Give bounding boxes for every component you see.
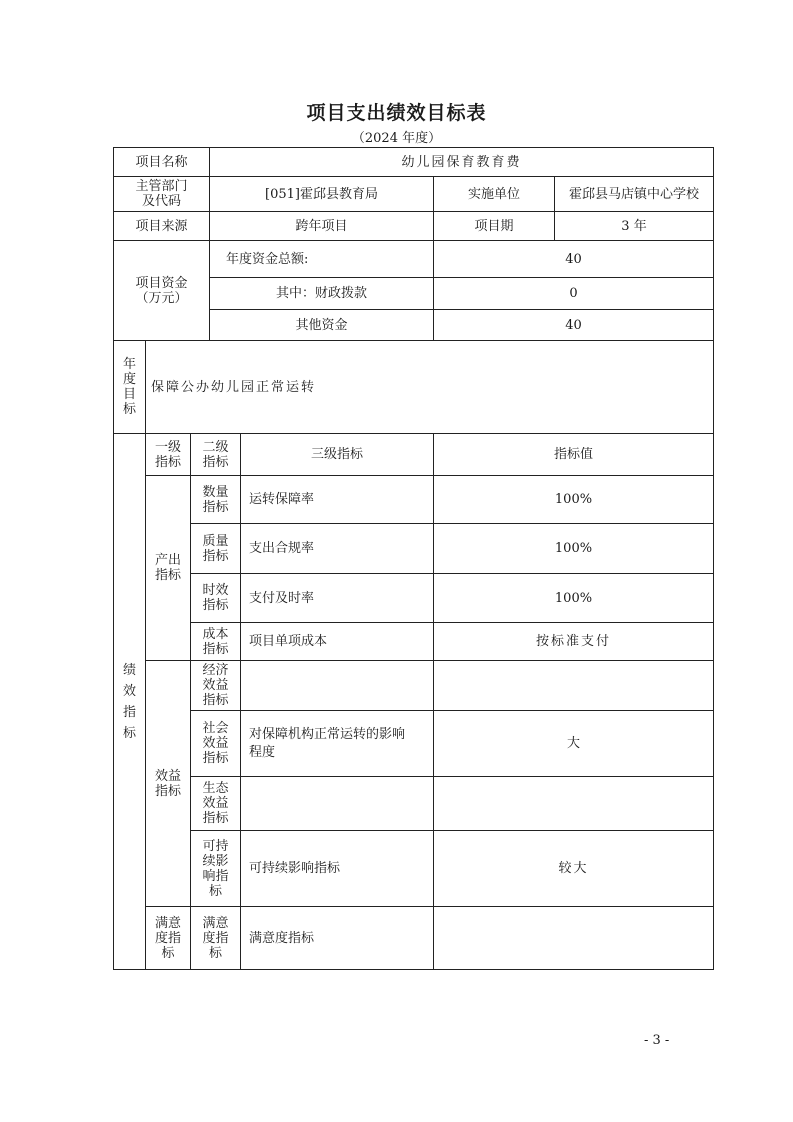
header-level-1-line: 指标: [154, 454, 181, 470]
indicator-level-2-line: 满意: [202, 915, 229, 931]
impl-value: 霍邱县马店镇中心学校: [568, 186, 699, 202]
funds-other-value: 40: [565, 317, 582, 333]
indicator-level-3: 对保障机构正常运转的影响程度: [249, 726, 406, 760]
indicator-level-2-line: 数量: [202, 484, 229, 500]
indicator-value: [434, 777, 713, 830]
funds-label: [114, 241, 209, 340]
group-satisfaction-line: 度指: [154, 930, 181, 946]
annual-label-char: 年: [122, 357, 136, 372]
funds-total-value: 40: [565, 251, 582, 267]
indicator-level-2-line: 效益: [202, 796, 229, 811]
indicator-level-2-line: 响指: [202, 868, 229, 884]
page-number: - 3 -: [644, 1033, 670, 1048]
indicator-level-2-line: 度指: [202, 930, 229, 946]
header-level-2-line: 指标: [202, 454, 229, 470]
period-label: 项目期: [474, 218, 514, 234]
group-benefit: [146, 661, 190, 906]
group-satisfaction-line: 满意: [154, 915, 181, 931]
indicator-level-2-line: 效益: [202, 678, 229, 693]
indicator-level-2-line: 成本: [202, 626, 229, 642]
indicator-level-2-line: 质量: [202, 533, 229, 549]
indicator-level-2-line: 指标: [202, 499, 229, 515]
indicator-level-2: [191, 711, 240, 776]
indicator-value: 100%: [554, 541, 593, 556]
indicator-level-2-line: 续影: [202, 853, 229, 869]
indicator-value: 大: [566, 736, 580, 751]
indicator-level-2: [191, 623, 240, 660]
annual-target-text: 保障公办幼儿园正常运转: [151, 379, 317, 395]
impl-label: 实施单位: [467, 186, 520, 202]
indicator-level-3: 运转保障率: [249, 492, 315, 507]
group-satisfaction: [146, 907, 190, 969]
indicator-level-2: [191, 574, 240, 622]
indicator-level-2: [191, 661, 240, 710]
indicator-level-2: [191, 907, 240, 969]
group-benefit-line: 效益: [154, 768, 181, 784]
funds-fiscal-value: 0: [569, 286, 578, 301]
indicator-level-2-line: 标: [208, 883, 222, 899]
indicator-level-2: [191, 831, 240, 906]
page-title: 项目支出绩效目标表: [306, 102, 487, 124]
indicator-level-2-line: 经济: [202, 663, 229, 678]
header-level-1-line: 一级: [154, 439, 181, 455]
dept-label-line-1: 主管部门: [135, 179, 188, 194]
perf-label-char: 标: [122, 725, 136, 741]
indicator-value: [434, 661, 713, 710]
performance-label: [114, 434, 145, 969]
group-output: [146, 476, 190, 660]
funds-label-line-2: （万元）: [135, 290, 188, 306]
indicator-level-2-line: 指标: [202, 751, 229, 766]
indicator-level-2-line: 时效: [202, 583, 229, 598]
dept-label-line-2: 及代码: [141, 194, 181, 209]
indicator-level-2-line: 标: [208, 945, 222, 961]
indicator-level-2-line: 效益: [202, 736, 229, 751]
indicator-value: 较大: [558, 861, 589, 876]
funds-fiscal-label: 其中：财政拨款: [275, 286, 367, 301]
indicator-value: 按标准支付: [535, 634, 611, 649]
period-value: 3 年: [621, 218, 647, 234]
project-name-label: 项目名称: [135, 154, 188, 170]
funds-total-label: 年度资金总额:: [226, 251, 309, 267]
funds-label-line-1: 项目资金: [135, 275, 188, 291]
source-value: 跨年项目: [295, 218, 348, 234]
indicator-level-3: [241, 777, 433, 830]
indicator-value: 100%: [554, 492, 593, 507]
indicator-level-2: [191, 524, 240, 573]
indicator-level-3: 可持续影响指标: [249, 861, 341, 876]
perf-label-char: 指: [122, 704, 136, 720]
source-label: 项目来源: [135, 218, 188, 234]
header-level-3: 三级指标: [310, 447, 363, 462]
indicator-level-3: 支出合规率: [249, 541, 315, 556]
indicator-level-2-line: 指标: [202, 548, 229, 564]
indicator-level-2: [191, 777, 240, 830]
header-value: 指标值: [553, 447, 593, 462]
indicator-value: 100%: [554, 590, 593, 606]
annual-target-label: [114, 341, 145, 433]
annual-label-char: 度: [122, 372, 136, 387]
annual-label-char: 标: [122, 402, 136, 417]
indicator-level-2-line: 指标: [202, 811, 229, 826]
page-subtitle: （2024 年度）: [351, 131, 442, 146]
header-level-2-line: 二级: [202, 439, 229, 455]
indicator-level-2-line: 可持: [202, 838, 229, 854]
indicator-level-2-line: 生态: [202, 781, 229, 796]
dept-label: [114, 177, 209, 211]
perf-label-char: 绩: [122, 662, 136, 678]
indicator-level-2: [191, 476, 240, 523]
indicator-level-3: 支付及时率: [249, 590, 315, 606]
group-benefit-line: 指标: [154, 783, 181, 799]
header-level-2: [191, 434, 240, 475]
indicator-level-2-line: 指标: [202, 598, 229, 613]
indicator-value: [434, 907, 713, 969]
header-level-1: [146, 434, 190, 475]
dept-value: [051]霍邱县教育局: [265, 186, 378, 202]
indicator-level-3: 满意度指标: [249, 930, 315, 946]
funds-other-label: 其他资金: [295, 317, 348, 333]
group-satisfaction-line: 标: [161, 945, 175, 961]
project-name-value: 幼儿园保育教育费: [401, 154, 522, 170]
indicator-level-2-line: 指标: [202, 641, 229, 657]
indicator-level-3: [241, 661, 433, 710]
indicator-level-2-line: 社会: [202, 721, 229, 736]
indicator-level-3: 项目单项成本: [249, 634, 328, 649]
perf-label-char: 效: [122, 683, 136, 699]
annual-label-char: 目: [122, 387, 136, 402]
group-output-line: 产出: [154, 553, 181, 568]
group-output-line: 指标: [154, 568, 181, 583]
indicator-level-2-line: 指标: [202, 693, 229, 708]
